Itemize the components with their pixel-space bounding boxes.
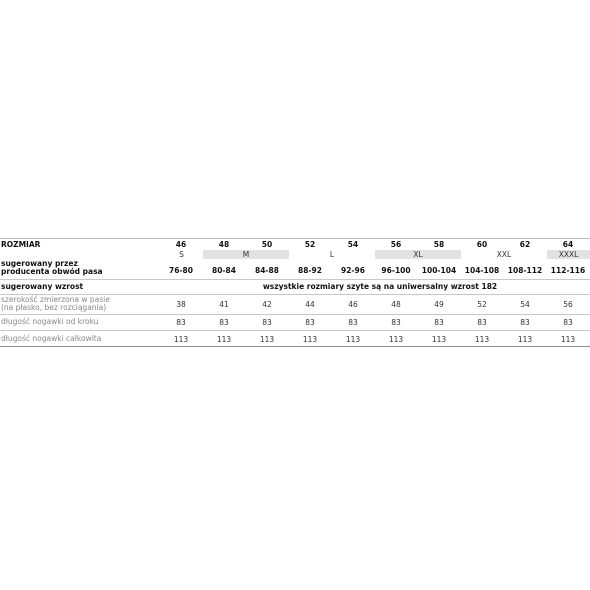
inseam-value: 83 bbox=[391, 318, 401, 327]
inseam-value: 83 bbox=[348, 318, 358, 327]
inseam-value: 83 bbox=[434, 318, 444, 327]
size-54: 54 bbox=[347, 240, 359, 249]
letter-m: M bbox=[242, 250, 250, 259]
size-58: 58 bbox=[433, 240, 445, 249]
total-label: długość nogawki całkowita bbox=[1, 334, 102, 343]
width-value: 49 bbox=[434, 300, 444, 309]
total-value: 113 bbox=[259, 335, 275, 344]
inseam-value: 83 bbox=[219, 318, 229, 327]
waist-value: 100-104 bbox=[421, 266, 457, 275]
total-value: 113 bbox=[173, 335, 189, 344]
inseam-value: 83 bbox=[477, 318, 487, 327]
waist-value: 88-92 bbox=[298, 266, 322, 275]
height-label: sugerowany wzrost bbox=[1, 282, 84, 291]
inseam-value: 83 bbox=[305, 318, 315, 327]
size-62: 62 bbox=[519, 240, 531, 249]
waist-value: 104-108 bbox=[464, 266, 500, 275]
total-value: 113 bbox=[517, 335, 533, 344]
table-top-rule bbox=[0, 238, 590, 239]
width-value: 44 bbox=[305, 300, 315, 309]
letter-xxl: XXL bbox=[496, 250, 512, 259]
waist-value: 84-88 bbox=[255, 266, 279, 275]
inseam-value: 83 bbox=[176, 318, 186, 327]
total-value: 113 bbox=[388, 335, 404, 344]
inseam-value: 83 bbox=[520, 318, 530, 327]
total-value: 113 bbox=[345, 335, 361, 344]
width-value: 41 bbox=[219, 300, 229, 309]
width-value: 46 bbox=[348, 300, 358, 309]
total-value: 113 bbox=[431, 335, 447, 344]
inseam-value: 83 bbox=[262, 318, 272, 327]
size-48: 48 bbox=[218, 240, 230, 249]
size-50: 50 bbox=[261, 240, 273, 249]
waist-value: 96-100 bbox=[381, 266, 411, 275]
size-table bbox=[0, 238, 590, 348]
waist-label-line2: producenta obwód pasa bbox=[1, 267, 103, 276]
header-label: ROZMIAR bbox=[1, 240, 41, 249]
width-label-line2: (na płasko, bez rozciągania) bbox=[1, 303, 107, 312]
table-bottom-rule bbox=[0, 346, 590, 347]
size-46: 46 bbox=[175, 240, 187, 249]
waist-value: 80-84 bbox=[212, 266, 236, 275]
total-value: 113 bbox=[474, 335, 490, 344]
waist-value: 112-116 bbox=[550, 266, 586, 275]
size-52: 52 bbox=[304, 240, 316, 249]
waist-label-line1: sugerowany przez bbox=[1, 259, 78, 268]
width-value: 48 bbox=[391, 300, 401, 309]
width-value: 52 bbox=[477, 300, 487, 309]
width-value: 38 bbox=[176, 300, 186, 309]
width-value: 54 bbox=[520, 300, 530, 309]
waist-value: 92-96 bbox=[341, 266, 365, 275]
total-value: 113 bbox=[302, 335, 318, 344]
inseam-value: 83 bbox=[563, 318, 573, 327]
inseam-label: długość nogawki od kroku bbox=[1, 317, 99, 326]
letter-xxxl: XXXL bbox=[558, 250, 579, 259]
total-value: 113 bbox=[560, 335, 576, 344]
width-label-line1: szerokość zmierzona w pasie bbox=[1, 295, 110, 304]
row-divider bbox=[0, 314, 590, 315]
letter-l: L bbox=[329, 250, 335, 259]
width-value: 42 bbox=[262, 300, 272, 309]
width-value: 56 bbox=[563, 300, 573, 309]
letter-s: S bbox=[179, 250, 184, 259]
total-value: 113 bbox=[216, 335, 232, 344]
row-divider bbox=[0, 279, 590, 280]
row-divider bbox=[0, 330, 590, 331]
size-60: 60 bbox=[476, 240, 488, 249]
size-64: 64 bbox=[562, 240, 574, 249]
waist-value: 108-112 bbox=[507, 266, 543, 275]
waist-value: 76-80 bbox=[169, 266, 193, 275]
letter-xl: XL bbox=[413, 250, 423, 259]
size-56: 56 bbox=[390, 240, 402, 249]
height-note: wszystkie rozmiary szyte są na uniwersalny wzrost 182 bbox=[262, 282, 498, 291]
